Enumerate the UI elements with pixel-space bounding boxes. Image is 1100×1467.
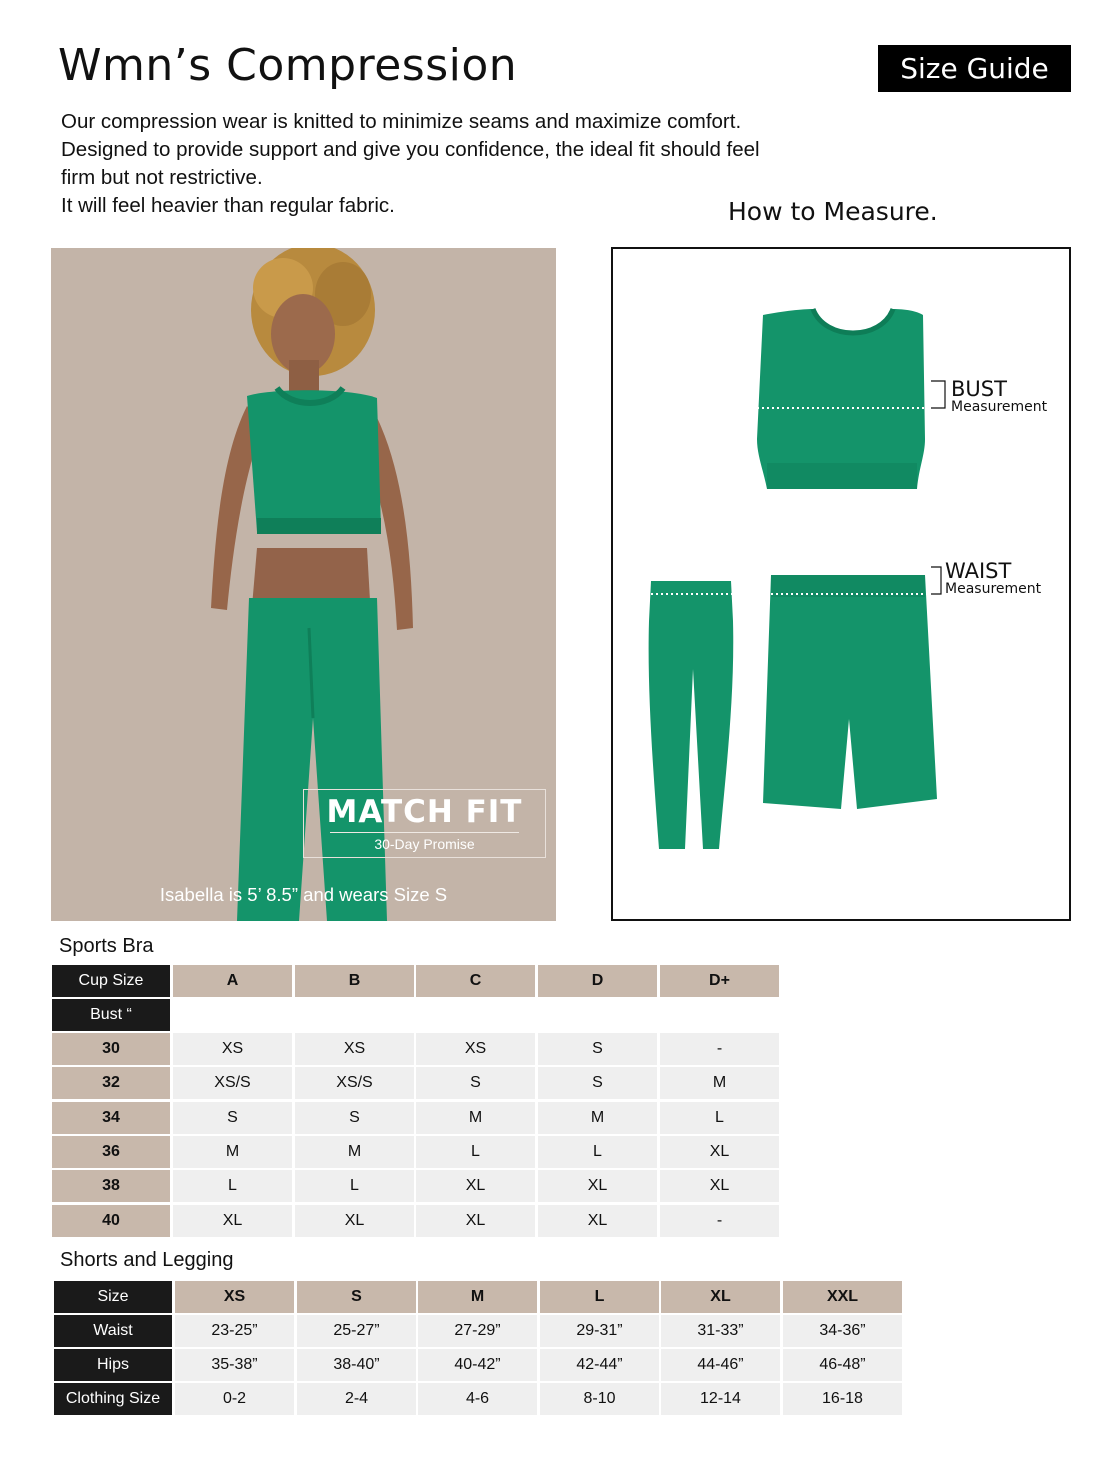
size-header: Size bbox=[54, 1281, 172, 1313]
measure-cell: 35-38” bbox=[175, 1349, 294, 1381]
match-fit-title: MATCH FIT bbox=[326, 794, 523, 830]
measure-cell: 34-36” bbox=[783, 1315, 902, 1347]
size-cell: XL bbox=[538, 1205, 657, 1237]
measure-cell: 27-29” bbox=[418, 1315, 537, 1347]
measure-cell: 31-33” bbox=[661, 1315, 780, 1347]
size-guide-badge: Size Guide bbox=[878, 45, 1071, 92]
size-cell: S bbox=[538, 1067, 657, 1099]
size-cell: XL bbox=[660, 1170, 779, 1202]
measure-row-header: Waist bbox=[54, 1315, 172, 1347]
intro-line: Designed to provide support and give you confidence, the ideal fit should feel bbox=[61, 138, 760, 161]
shorts-heading: Shorts and Legging bbox=[60, 1249, 234, 1271]
size-cell: XL bbox=[295, 1205, 414, 1237]
measure-row-header: Hips bbox=[54, 1349, 172, 1381]
cup-header: A bbox=[173, 965, 292, 997]
size-column-header: S bbox=[297, 1281, 416, 1313]
cup-header: D bbox=[538, 965, 657, 997]
size-cell: - bbox=[660, 1205, 779, 1237]
measure-cell: 38-40” bbox=[297, 1349, 416, 1381]
size-cell: XL bbox=[416, 1170, 535, 1202]
bust-header: Bust “ bbox=[52, 999, 170, 1031]
size-cell: M bbox=[416, 1102, 535, 1134]
size-column-header: L bbox=[540, 1281, 659, 1313]
size-cell: XS/S bbox=[295, 1067, 414, 1099]
size-cell: XL bbox=[416, 1205, 535, 1237]
size-cell: M bbox=[538, 1102, 657, 1134]
size-column-header: XS bbox=[175, 1281, 294, 1313]
match-fit-badge bbox=[303, 789, 546, 858]
size-cell: XS/S bbox=[173, 1067, 292, 1099]
size-cell: XS bbox=[295, 1033, 414, 1065]
sports-bra-heading: Sports Bra bbox=[59, 935, 154, 957]
intro-line: It will feel heavier than regular fabric. bbox=[61, 194, 395, 217]
intro-text bbox=[61, 108, 760, 220]
how-to-measure-heading: How to Measure. bbox=[728, 197, 938, 226]
measure-cell: 40-42” bbox=[418, 1349, 537, 1381]
bust-row-header: 40 bbox=[52, 1205, 170, 1237]
measure-row-header: Clothing Size bbox=[54, 1383, 172, 1415]
cup-header: B bbox=[295, 965, 414, 997]
bust-label: BUST bbox=[951, 377, 1007, 401]
size-cell: L bbox=[538, 1136, 657, 1168]
model-caption: Isabella is 5’ 8.5” and wears Size S bbox=[159, 884, 448, 905]
intro-line: firm but not restrictive. bbox=[61, 166, 263, 189]
waist-label: WAIST bbox=[945, 559, 1012, 583]
page-title: Wmn’s Compression bbox=[58, 40, 518, 91]
measure-cell: 12-14 bbox=[661, 1383, 780, 1415]
size-cell: XL bbox=[173, 1205, 292, 1237]
size-cell: L bbox=[173, 1170, 292, 1202]
cup-header: C bbox=[416, 965, 535, 997]
cup-header: D+ bbox=[660, 965, 779, 997]
measure-cell: 25-27” bbox=[297, 1315, 416, 1347]
size-cell: S bbox=[538, 1033, 657, 1065]
size-cell: - bbox=[660, 1033, 779, 1065]
measure-cell: 2-4 bbox=[297, 1383, 416, 1415]
bust-row-header: 34 bbox=[52, 1102, 170, 1134]
size-cell: M bbox=[660, 1067, 779, 1099]
size-cell: M bbox=[173, 1136, 292, 1168]
bust-row-header: 30 bbox=[52, 1033, 170, 1065]
intro-line: Our compression wear is knitted to minimize seams and maximize comfort. bbox=[61, 110, 742, 133]
bust-sublabel: Measurement bbox=[951, 399, 1048, 415]
measure-cell: 16-18 bbox=[783, 1383, 902, 1415]
waist-sublabel: Measurement bbox=[945, 581, 1042, 597]
size-cell: XS bbox=[416, 1033, 535, 1065]
size-column-header: M bbox=[418, 1281, 537, 1313]
divider bbox=[330, 832, 519, 833]
measure-cell: 8-10 bbox=[540, 1383, 659, 1415]
measure-cell: 0-2 bbox=[175, 1383, 294, 1415]
size-cell: XL bbox=[660, 1136, 779, 1168]
bust-row-header: 36 bbox=[52, 1136, 170, 1168]
size-cell: S bbox=[416, 1067, 535, 1099]
measure-cell: 29-31” bbox=[540, 1315, 659, 1347]
match-fit-subtitle: 30-Day Promise bbox=[374, 836, 475, 852]
measurement-diagram bbox=[611, 247, 1071, 921]
measure-cell: 46-48” bbox=[783, 1349, 902, 1381]
bust-row-header: 38 bbox=[52, 1170, 170, 1202]
size-cell: S bbox=[295, 1102, 414, 1134]
bust-row-header: 32 bbox=[52, 1067, 170, 1099]
size-cell: L bbox=[295, 1170, 414, 1202]
size-cell: S bbox=[173, 1102, 292, 1134]
size-cell: XS bbox=[173, 1033, 292, 1065]
size-column-header: XL bbox=[661, 1281, 780, 1313]
size-cell: L bbox=[416, 1136, 535, 1168]
measure-cell: 44-46” bbox=[661, 1349, 780, 1381]
size-cell: L bbox=[660, 1102, 779, 1134]
size-column-header: XXL bbox=[783, 1281, 902, 1313]
size-cell: M bbox=[295, 1136, 414, 1168]
measure-cell: 4-6 bbox=[418, 1383, 537, 1415]
size-cell: XL bbox=[538, 1170, 657, 1202]
model-photo bbox=[51, 248, 556, 921]
measure-cell: 42-44” bbox=[540, 1349, 659, 1381]
cup-size-header: Cup Size bbox=[52, 965, 170, 997]
measure-cell: 23-25” bbox=[175, 1315, 294, 1347]
